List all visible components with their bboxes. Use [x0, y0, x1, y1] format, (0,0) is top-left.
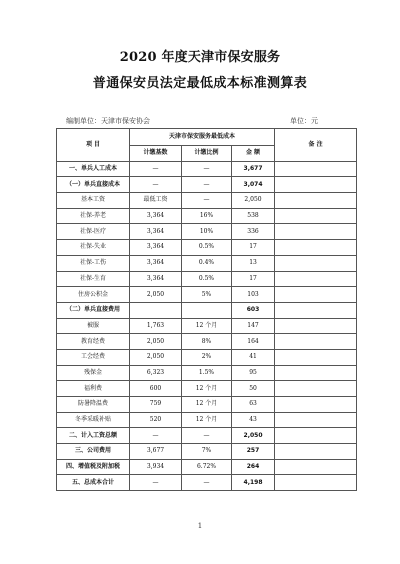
org-label: 编制单位：天津市保安协会 [66, 117, 150, 125]
cell-note [275, 334, 357, 350]
cell-base: 759 [130, 397, 182, 413]
cell-ratio: 0.4% [182, 255, 232, 271]
cell-note [275, 240, 357, 256]
cell-note [275, 287, 357, 303]
cell-note [275, 302, 357, 318]
cell-ratio: — [182, 161, 232, 177]
cell-ratio: 12 个月 [182, 318, 232, 334]
cell-amount: 538 [232, 208, 275, 224]
cell-amount: 264 [232, 459, 275, 475]
cell-ratio: 5% [182, 287, 232, 303]
cell-amount: 336 [232, 224, 275, 240]
cell-ratio: 16% [182, 208, 232, 224]
cell-ratio: 8% [182, 334, 232, 350]
cell-note [275, 428, 357, 444]
table-row [57, 334, 357, 350]
table-row [57, 349, 357, 365]
cell-item: 三、公司费用 [57, 444, 130, 460]
cell-ratio: 12 个月 [182, 381, 232, 397]
cell-note [275, 381, 357, 397]
cell-amount: 95 [232, 365, 275, 381]
table-row [57, 302, 357, 318]
cell-ratio: 2% [182, 349, 232, 365]
table-row [57, 224, 357, 240]
cell-amount: 103 [232, 287, 275, 303]
cell-ratio: 7% [182, 444, 232, 460]
cell-item: 福利费 [57, 381, 130, 397]
table-row [57, 240, 357, 256]
cell-note [275, 475, 357, 491]
cell-base [130, 302, 182, 318]
cell-base: 6,323 [130, 365, 182, 381]
cost-table [56, 128, 357, 491]
cell-item: 教育经费 [57, 334, 130, 350]
cell-amount: 147 [232, 318, 275, 334]
cell-item: 防暑降温费 [57, 397, 130, 413]
header-amount: 金 额 [232, 146, 275, 162]
cell-base: 600 [130, 381, 182, 397]
table-row [57, 475, 357, 491]
cell-base: 2,050 [130, 287, 182, 303]
cell-note [275, 412, 357, 428]
header-group: 天津市保安服务最低成本 [130, 129, 275, 146]
cell-note [275, 224, 357, 240]
cell-amount: 17 [232, 240, 275, 256]
cell-base: — [130, 475, 182, 491]
cell-base: 3,934 [130, 459, 182, 475]
cell-amount: 2,050 [232, 193, 275, 209]
cell-item: 社保-工伤 [57, 255, 130, 271]
table-row [57, 161, 357, 177]
cell-base: — [130, 177, 182, 193]
cell-ratio: — [182, 428, 232, 444]
document-title-line1: 2020 年度天津市保安服务 [119, 50, 281, 65]
cell-amount: 43 [232, 412, 275, 428]
table-row [57, 444, 357, 460]
cell-base: 520 [130, 412, 182, 428]
cell-item: 冬季采暖补贴 [57, 412, 130, 428]
cell-amount: 3,074 [232, 177, 275, 193]
cell-note [275, 397, 357, 413]
cell-item: 社保-医疗 [57, 224, 130, 240]
header-item: 项 目 [57, 129, 130, 162]
cell-ratio [182, 302, 232, 318]
cell-item: 工会经费 [57, 349, 130, 365]
cell-note [275, 271, 357, 287]
cell-base: 3,364 [130, 271, 182, 287]
unit-label: 单位：元 [290, 117, 318, 125]
cell-item: 被服 [57, 318, 130, 334]
table-row [57, 412, 357, 428]
cell-note [275, 255, 357, 271]
cell-note [275, 349, 357, 365]
cell-item: 二、计入工资总额 [57, 428, 130, 444]
cell-base: 3,364 [130, 224, 182, 240]
cell-ratio: 12 个月 [182, 397, 232, 413]
table-body [57, 161, 357, 490]
cell-item: 住房公积金 [57, 287, 130, 303]
cell-amount: 3,677 [232, 161, 275, 177]
cell-base: 最低工资 [130, 193, 182, 209]
cell-base: — [130, 428, 182, 444]
cell-item: 五、总成本合计 [57, 475, 130, 491]
table-row [57, 271, 357, 287]
table-row [57, 397, 357, 413]
table-row [57, 255, 357, 271]
cell-amount: 17 [232, 271, 275, 287]
cell-base: 3,364 [130, 240, 182, 256]
cell-note [275, 459, 357, 475]
cell-item: 残保金 [57, 365, 130, 381]
table-row [57, 365, 357, 381]
cell-item: 一、单兵人工成本 [57, 161, 130, 177]
cell-ratio: 10% [182, 224, 232, 240]
cell-amount: 164 [232, 334, 275, 350]
cell-amount: 257 [232, 444, 275, 460]
cell-base: 3,677 [130, 444, 182, 460]
cell-ratio: 0.5% [182, 271, 232, 287]
cell-ratio: — [182, 475, 232, 491]
table-row [57, 193, 357, 209]
table-row [57, 287, 357, 303]
cell-ratio: 6.72% [182, 459, 232, 475]
cell-ratio: — [182, 193, 232, 209]
cell-base: — [130, 161, 182, 177]
cell-base: 2,050 [130, 334, 182, 350]
cell-amount: 41 [232, 349, 275, 365]
cell-amount: 50 [232, 381, 275, 397]
cell-base: 2,050 [130, 349, 182, 365]
cell-note [275, 444, 357, 460]
cell-note [275, 193, 357, 209]
cell-item: （一）单兵直接成本 [57, 177, 130, 193]
cell-amount: 4,198 [232, 475, 275, 491]
cell-note [275, 161, 357, 177]
table-row [57, 459, 357, 475]
cell-item: 社保-生育 [57, 271, 130, 287]
cell-ratio: 1.5% [182, 365, 232, 381]
cell-amount: 63 [232, 397, 275, 413]
cell-amount: 603 [232, 302, 275, 318]
table-row [57, 208, 357, 224]
cell-item: 社保-失业 [57, 240, 130, 256]
cell-item: 社保-养老 [57, 208, 130, 224]
cell-item: 基本工资 [57, 193, 130, 209]
cell-base: 3,364 [130, 208, 182, 224]
cell-item: 四、增值税及附加税 [57, 459, 130, 475]
header-note: 备 注 [275, 129, 357, 162]
table-row [57, 318, 357, 334]
page-number: 1 [197, 522, 203, 530]
cell-ratio: 12 个月 [182, 412, 232, 428]
cell-note [275, 318, 357, 334]
cell-ratio: — [182, 177, 232, 193]
document-title-line2: 普通保安员法定最低成本标准测算表 [92, 76, 308, 91]
cell-item: （二）单兵直接费用 [57, 302, 130, 318]
cell-base: 1,763 [130, 318, 182, 334]
cell-note [275, 177, 357, 193]
table-row [57, 428, 357, 444]
cell-amount: 13 [232, 255, 275, 271]
header-ratio: 计缴比例 [182, 146, 232, 162]
table-row [57, 381, 357, 397]
cell-amount: 2,050 [232, 428, 275, 444]
cell-note [275, 208, 357, 224]
cell-ratio: 0.5% [182, 240, 232, 256]
cell-note [275, 365, 357, 381]
table-row [57, 177, 357, 193]
cell-base: 3,364 [130, 255, 182, 271]
header-base: 计缴基数 [130, 146, 182, 162]
